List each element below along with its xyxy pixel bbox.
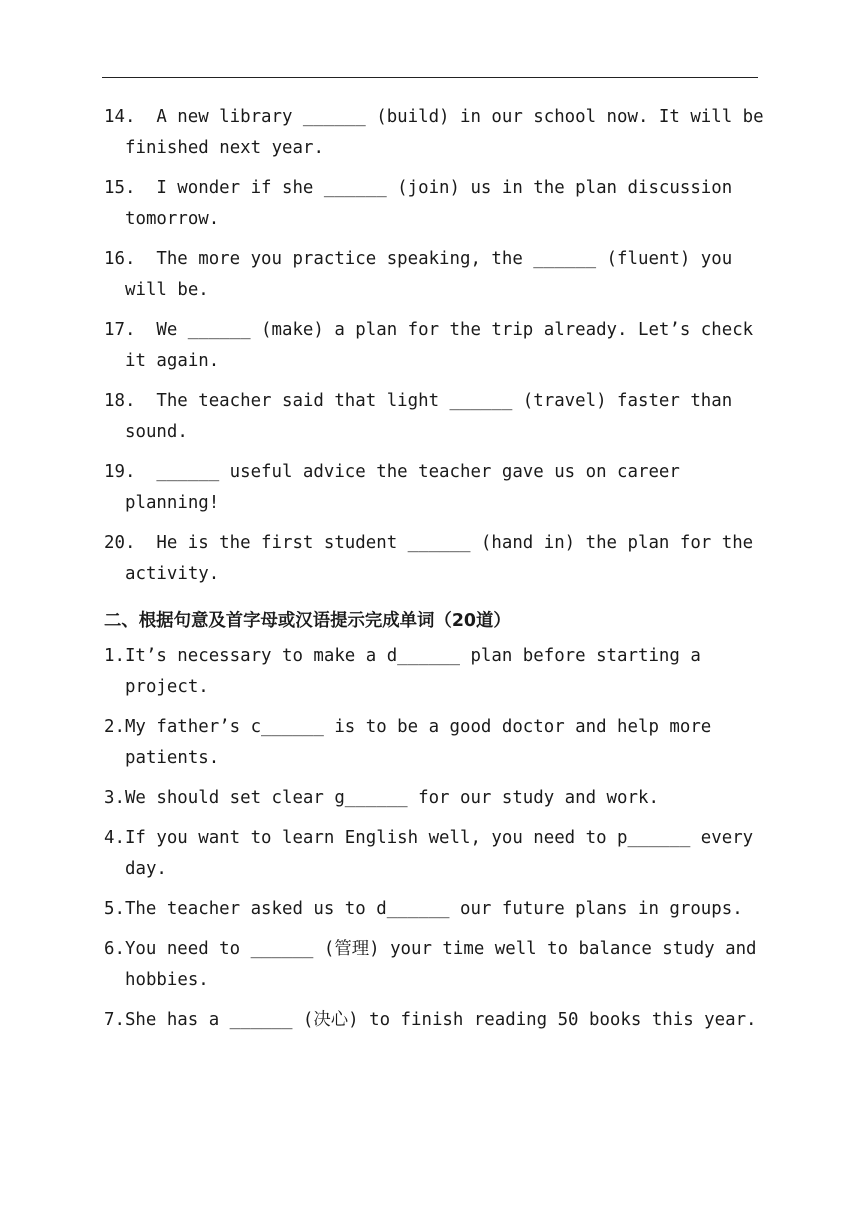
header-rule <box>102 77 758 78</box>
question-text: 15. I wonder if she ______ (join) us in the plan discussion <box>104 178 733 198</box>
question-text: 1.It’s necessary to make a d______ plan before starting a <box>104 646 701 666</box>
question-14 <box>104 102 764 164</box>
question-text: 2.My father’s c______ is to be a good doctor and help more <box>104 717 712 737</box>
word-question-5 <box>104 894 754 925</box>
question-18 <box>104 386 754 448</box>
question-text: 17. We ______ (make) a plan for the trip already. Let’s check <box>104 320 754 340</box>
question-text: 4.If you want to learn English well, you need to p______ every <box>104 828 754 848</box>
question-text: 16. The more you practice speaking, the ______ (fluent) you <box>104 249 733 269</box>
question-text-continued: it again. <box>125 351 220 371</box>
word-question-7 <box>104 1005 757 1036</box>
question-text: 20. He is the first student ______ (hand in) the plan for the <box>104 533 754 553</box>
question-text-continued: finished next year. <box>125 138 324 158</box>
section-title: 二、根据句意及首字母或汉语提示完成单词（20道） <box>104 611 511 631</box>
question-text-continued: hobbies. <box>125 970 209 990</box>
question-text: 18. The teacher said that light ______ (travel) faster than <box>104 391 733 411</box>
word-question-2 <box>104 712 754 774</box>
question-text: 3.We should set clear g______ for our study and work. <box>104 788 659 808</box>
question-16 <box>104 244 754 306</box>
question-text-continued: will be. <box>125 280 209 300</box>
question-text-continued: project. <box>125 677 209 697</box>
question-text-continued: day. <box>125 859 167 879</box>
question-text: 19. ______ useful advice the teacher gave us on career <box>104 462 680 482</box>
question-20 <box>104 528 754 590</box>
question-text: 7.She has a ______ (决心) to finish reading 50 books this year. <box>104 1010 757 1030</box>
question-text-continued: sound. <box>125 422 188 442</box>
word-question-3 <box>104 783 754 814</box>
question-19 <box>104 457 754 519</box>
question-text: 14. A new library ______ (build) in our school now. It will be <box>104 107 764 127</box>
question-text-continued: planning! <box>125 493 220 513</box>
question-text: 5.The teacher asked us to d______ our future plans in groups. <box>104 899 743 919</box>
word-question-6 <box>104 934 757 996</box>
question-text-continued: activity. <box>125 564 220 584</box>
question-15 <box>104 173 754 235</box>
word-question-4 <box>104 823 754 885</box>
question-text: 6.You need to ______ (管理) your time well to balance study and <box>104 939 757 959</box>
question-text-continued: patients. <box>125 748 220 768</box>
question-17 <box>104 315 754 377</box>
word-question-1 <box>104 641 754 703</box>
question-text-continued: tomorrow. <box>125 209 220 229</box>
exercise-content <box>104 102 764 1045</box>
